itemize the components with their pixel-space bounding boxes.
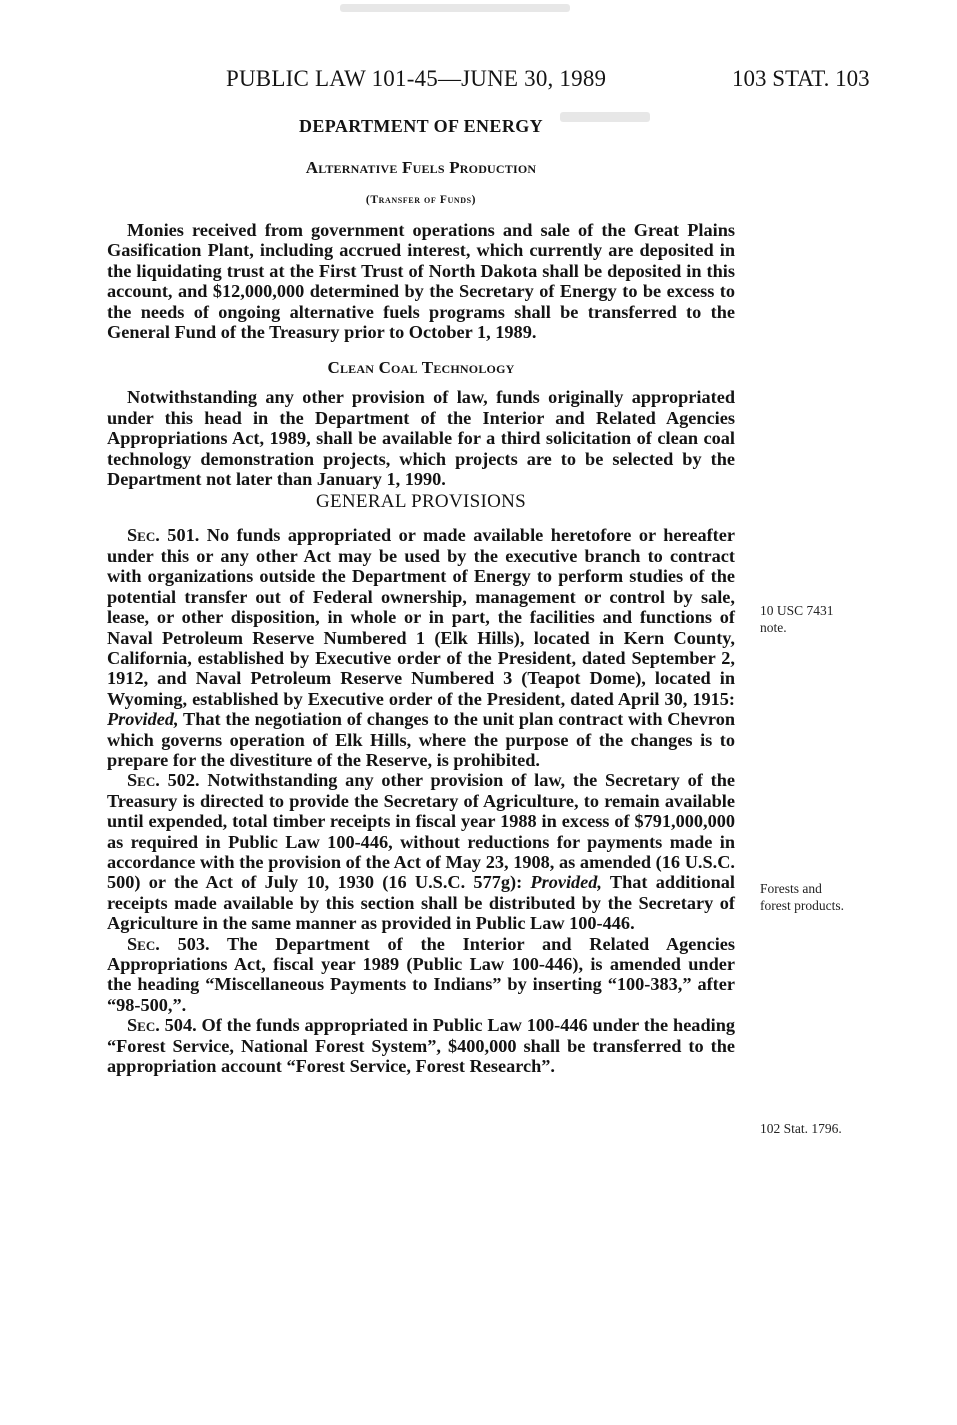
section-503-label: Sec. 503. (127, 933, 210, 954)
section-502-provided: Provided, (530, 872, 603, 893)
section-501-text-a: No funds appropriated or made available heretofore or hereafter under this or any other Act may be used by the executive branch to contract with organizations outside the Department of Energy to perform studies of the potential transfer out of Federal ownership, management or control by sale, lease, or other disposition, in whole or in part, the facilities and functions of Naval Petroleum Reserve Numbered 1 (Elk Hills), located in Kern County, California, established by Executive order of the President, dated September 2, 1912, and Naval Petroleum Reserve Numbered 3 (Teapot Dome), located in Wyoming, established by Executive order of the President, dated April 30, 1915: (107, 525, 735, 709)
alternative-fuels-paragraph: Monies received from government operations and sale of the Great Plains Gasification Plant, including accrued interest, which currently are deposited in the liquidating trust at the First Trust of North Dakota shall be deposited in this account, and $12,000,000 determined by the Secretary of Energy to be excess to the needs of ongoing alternative fuels programs shall be transferred to the General Fund of the Treasury prior to October 1, 1989. (107, 220, 735, 343)
margin-note-stat-ref-text: 102 Stat. 1796. (760, 1121, 842, 1136)
section-503 (107, 934, 735, 1016)
department-heading: DEPARTMENT OF ENERGY (298, 116, 544, 136)
transfer-of-funds-heading: (Transfer of Funds) (365, 194, 477, 206)
body-column (107, 112, 735, 1076)
section-504-text: Of the funds appropriated in Public Law 100-446 under the heading “Forest Service, National Forest System”, $400,000 shall be transferred to the appropriation account “Forest Service, Forest Research”. (107, 1015, 736, 1077)
running-head-stat-page: 103 STAT. 103 (732, 66, 870, 91)
section-501-text-b: That the negotiation of changes to the unit plan contract with Chevron which governs operation of Elk Hills, where the purpose of the changes is to prepare for the divestiture of the Reserve, is prohibited. (107, 709, 735, 770)
clean-coal-paragraph: Notwithstanding any other provision of law, funds originally appropriated under this head in the Department of the Interior and Related Agencies Appropriations Act, 1989, shall be available for a third solicitation of clean coal technology demonstration projects, which projects are to be selected by the Department not later than January 1, 1990. (107, 387, 735, 490)
scan-artifact (340, 4, 570, 12)
margin-note-forests-line2: forest products. (760, 898, 844, 913)
section-501-label: Sec. 501. (127, 525, 200, 546)
margin-note-stat-ref (760, 1120, 910, 1137)
section-504 (107, 1015, 735, 1076)
margin-note-usc (760, 602, 910, 636)
margin-note-forests-line1: Forests and (760, 881, 822, 896)
margin-note-usc-line1: 10 USC 7431 (760, 603, 834, 618)
section-502-label: Sec. 502. (127, 770, 200, 791)
alternative-fuels-heading: Alternative Fuels Production (305, 158, 537, 177)
section-502-text-b: That additional receipts made available by this section shall be distributed by the Secretary of Agriculture in the same manner as provided in Public Law 100-446. (107, 872, 736, 934)
section-502-text-a: Notwithstanding any other provision of law, the Secretary of the Treasury is directed to provide the Secretary of Agriculture, to remain available until expended, total timber receipts in fiscal year 1988 in excess of $791,000,000 as required in Public Law 100-446, without reductions for payments made in accordance with the provision of the Act of May 23, 1908, as amended (16 U.S.C. 500) or the Act of July 10, 1930 (16 U.S.C. 577g): (107, 770, 735, 893)
general-provisions-heading: GENERAL PROVISIONS (315, 491, 526, 513)
clean-coal-heading: Clean Coal Technology (327, 358, 515, 378)
running-head-law: PUBLIC LAW 101-45—JUNE 30, 1989 (226, 66, 607, 91)
section-502 (107, 770, 735, 933)
running-head (0, 66, 957, 96)
section-501-provided: Provided, (107, 709, 179, 730)
margin-note-forests (760, 880, 910, 914)
section-503-text: The Department of the Interior and Related Agencies Appropriations Act, fiscal year 1989 (Public Law 100-446), is amended under the heading “Miscellaneous Payments to Indians” by inserting “100-383,” after “98-500,”. (107, 933, 736, 1015)
section-504-label: Sec. 504. (127, 1015, 197, 1036)
section-501 (107, 525, 735, 770)
margin-note-usc-line2: note. (760, 620, 787, 635)
